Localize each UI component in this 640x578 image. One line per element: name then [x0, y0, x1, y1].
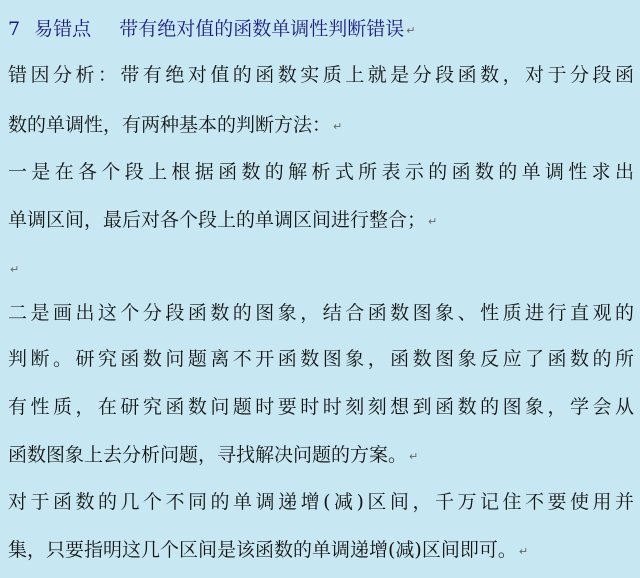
heading-title: 带有绝对值的函数单调性判断错误 — [119, 18, 405, 40]
text-line-5: 二是画出这个分段函数的图象，结合函数图象、性质进行直观的 — [8, 302, 634, 324]
text-line-6: 判断。研究函数问题离不开函数图象，函数图象反应了函数的所 — [8, 348, 634, 370]
text-line-4: 单调区间，最后对各个段上的单调区间进行整合； ↵ — [8, 205, 634, 235]
paragraph-mark: ↵ — [518, 545, 529, 558]
paragraph-mark: ↵ — [406, 24, 416, 37]
text-line-1: 错因分析：带有绝对值的函数实质上就是分段函数，对于分段函 — [8, 64, 634, 86]
text-line-7: 有性质，在研究函数问题时要时时刻刻想到函数的图象，学会从 — [8, 396, 634, 418]
text-line-3: 一是在各个段上根据函数的解析式所表示的函数的单调性求出 — [8, 161, 634, 183]
heading-label: 易错点 — [34, 18, 92, 40]
empty-line — [8, 253, 634, 283]
paragraph-mark: ↵ — [428, 215, 438, 228]
text-line-2: 数的单调性，有两种基本的判断方法： ↵ — [8, 110, 634, 140]
paragraph-mark: ↵ — [10, 263, 20, 276]
text-line-9: 对于函数的几个不同的单调递增(减)区间，千万记住不要使用并 — [8, 491, 634, 513]
text-line-8: 函数图象上去分析问题，寻找解决问题的方案。 ↵ — [8, 440, 634, 470]
heading-number: 7 — [8, 18, 21, 40]
section-heading — [8, 14, 634, 44]
paragraph-mark: ↵ — [333, 120, 343, 133]
paragraph-mark: ↵ — [409, 450, 419, 463]
text-line-10: 集，只要指明这几个区间是该函数的单调递增(减)区间即可。 ↵ — [8, 535, 634, 565]
